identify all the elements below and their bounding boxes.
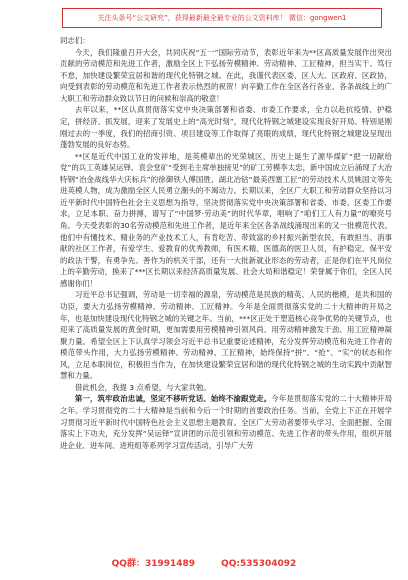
paragraph-opening: 今天，我们隆重召开大会，共同庆祝“五一”国际劳动节，表彰近年来为**区高质量发展作出突出贡献的劳动模范和先进工作者，激励全区上下弘扬劳模精神、劳动精神、工匠精神，担当实干、笃行不怠，加快建设繁荣宜居和谐的现代化特钢之城。在此，我谨代表区委、区人大、区政府、区政协，向受到表彰的劳动模范和先进工作者表示热烈的祝贺！向辛勤工作在全区各行各业、各条战线上的广大职工和劳动群众致以节日的问候和崇高的敬意！: [60, 47, 392, 103]
paragraph-transition: 借此机会，我提 3 点希望，与大家共勉。: [74, 382, 211, 392]
promo-banner-text: 关注头条号“公文研究”，获得最新最全最专业的公文资料库！ 微信：gongwen1: [97, 14, 347, 22]
section-body: 今年是贯彻落实党的二十大精神开局之年。学习贯彻党的二十大精神是当前和今后一个时期的首要政治任务。当前，全党上下正在开展学习贯彻习近平新时代中国特色社会主义思想主题教育。全区广大劳动者要带头学习、全面把握、全面落实上下功夫，充分发挥“吴运铎”宣讲团的示范引领和劳动模范、先进工作者的带头作用，组织开展进企业、进车间、进班组等系列学习宣传活动，引导广大劳: [60, 394, 392, 450]
qq-number-text: QQ:535304092: [221, 559, 297, 569]
section-paragraph: [60, 393, 392, 451]
salutation: 同志们：: [60, 36, 90, 45]
footer-contacts: [0, 556, 408, 569]
paragraph-achievements: 去年以来，**区认真贯彻落实党中央决策部署和省委、市委工作要求，全力以赴抗疫情、护稳定，拼经济、抓发展，迎来了发展史上的“高光时刻”，现代化特钢之城建设实现良好开局。特别是刚刚过去的一季度，我们的招商引资、项目建设等工作取得了亮眼的成绩，现代化特钢之城建设呈现出蓬勃发展的良好态势。: [60, 105, 392, 150]
paragraph-spirit: 习近平总书记强调，劳动是一切幸福的源泉，劳动模范是民族的精英、人民的楷模，是共和国的功臣，要大力弘扬劳模精神、劳动精神、工匠精神。今年是全面贯彻落实党的二十大精神的开局之年，也是加快建设现代化特钢之城的关键之年。当前，***区正处于塑造核心竞争优势的关键节点，也迎来了高质量发展的黄金时期，更加需要用劳模精神引领风尚、用劳动精神激发干劲、用工匠精神凝聚力量。希望全区上下认真学习领会习近平总书记重要论述精神，充分发挥劳动模范和先进工作者的模范带头作用，大力弘扬劳模精神、劳动精神、工匠精神，始终保持“拼”、“抢”、“实”的状态和作风，立足本职岗位，积极担当作为，在加快建设繁荣宜居和谐的现代化特钢之城的生动实践中贡献智慧和力量。: [60, 290, 392, 381]
qq-group-text: QQ群：31991489: [111, 559, 196, 569]
paragraph-history: **区是近代中国工业的发祥地，是英模辈出的光荣城区，历史上诞生了源华煤矿“把一切献给党”的兵工英雄吴运铎、袁会堂矿“受到毛主席单独接见”的矿工劳模李太忠，新中国成立后涌现了大冶特钢“冶金战线华大庆标兵”的徐御铁人傅国胜、湖北冶钴“最美西塞工匠”的劳动技术人员姚国文等先进英模人物，成为激励全区人民勇立潮头的不竭动力。长期以来，全区广大职工和劳动群众坚持以习近平新时代中国特色社会主义思想为指导，坚决贯彻落实党中央决策部署和省委、市委、区委工作要求，立足本职、奋力拼搏，谱写了“中国梦·劳动美”的时代华章，唱响了“咱们工人有力量”的嘹亮号角。今天受表彰的30名劳动模范和先进工作者，是近年来全区各条战线涌现出来的又一批模范代表。他们中有懂技术、精业务的产业技术工人，有肯吃苦、带致富的乡村振兴新型农民，有敢担当、消事献的社区工作者，有爱学生、爱教育的优秀教师，有医术精、医德高的医卫人员，有护稳定、保平安的政法干警，有勇争先、善作为的机关干部，还有一大批新就业形态的劳动者，正是你们在平凡岗位上的辛勤劳动，换来了***区长期以来经济高质量发展、社会大局和谐稳定！荣誉属于你们，全区人民感谢你们！: [60, 151, 392, 288]
speech-body: [60, 35, 392, 555]
promo-banner: [62, 8, 382, 28]
section-heading: 第一，筑牢政治忠诚，坚定不移听党话、始终不渝跟党走。: [74, 394, 272, 404]
